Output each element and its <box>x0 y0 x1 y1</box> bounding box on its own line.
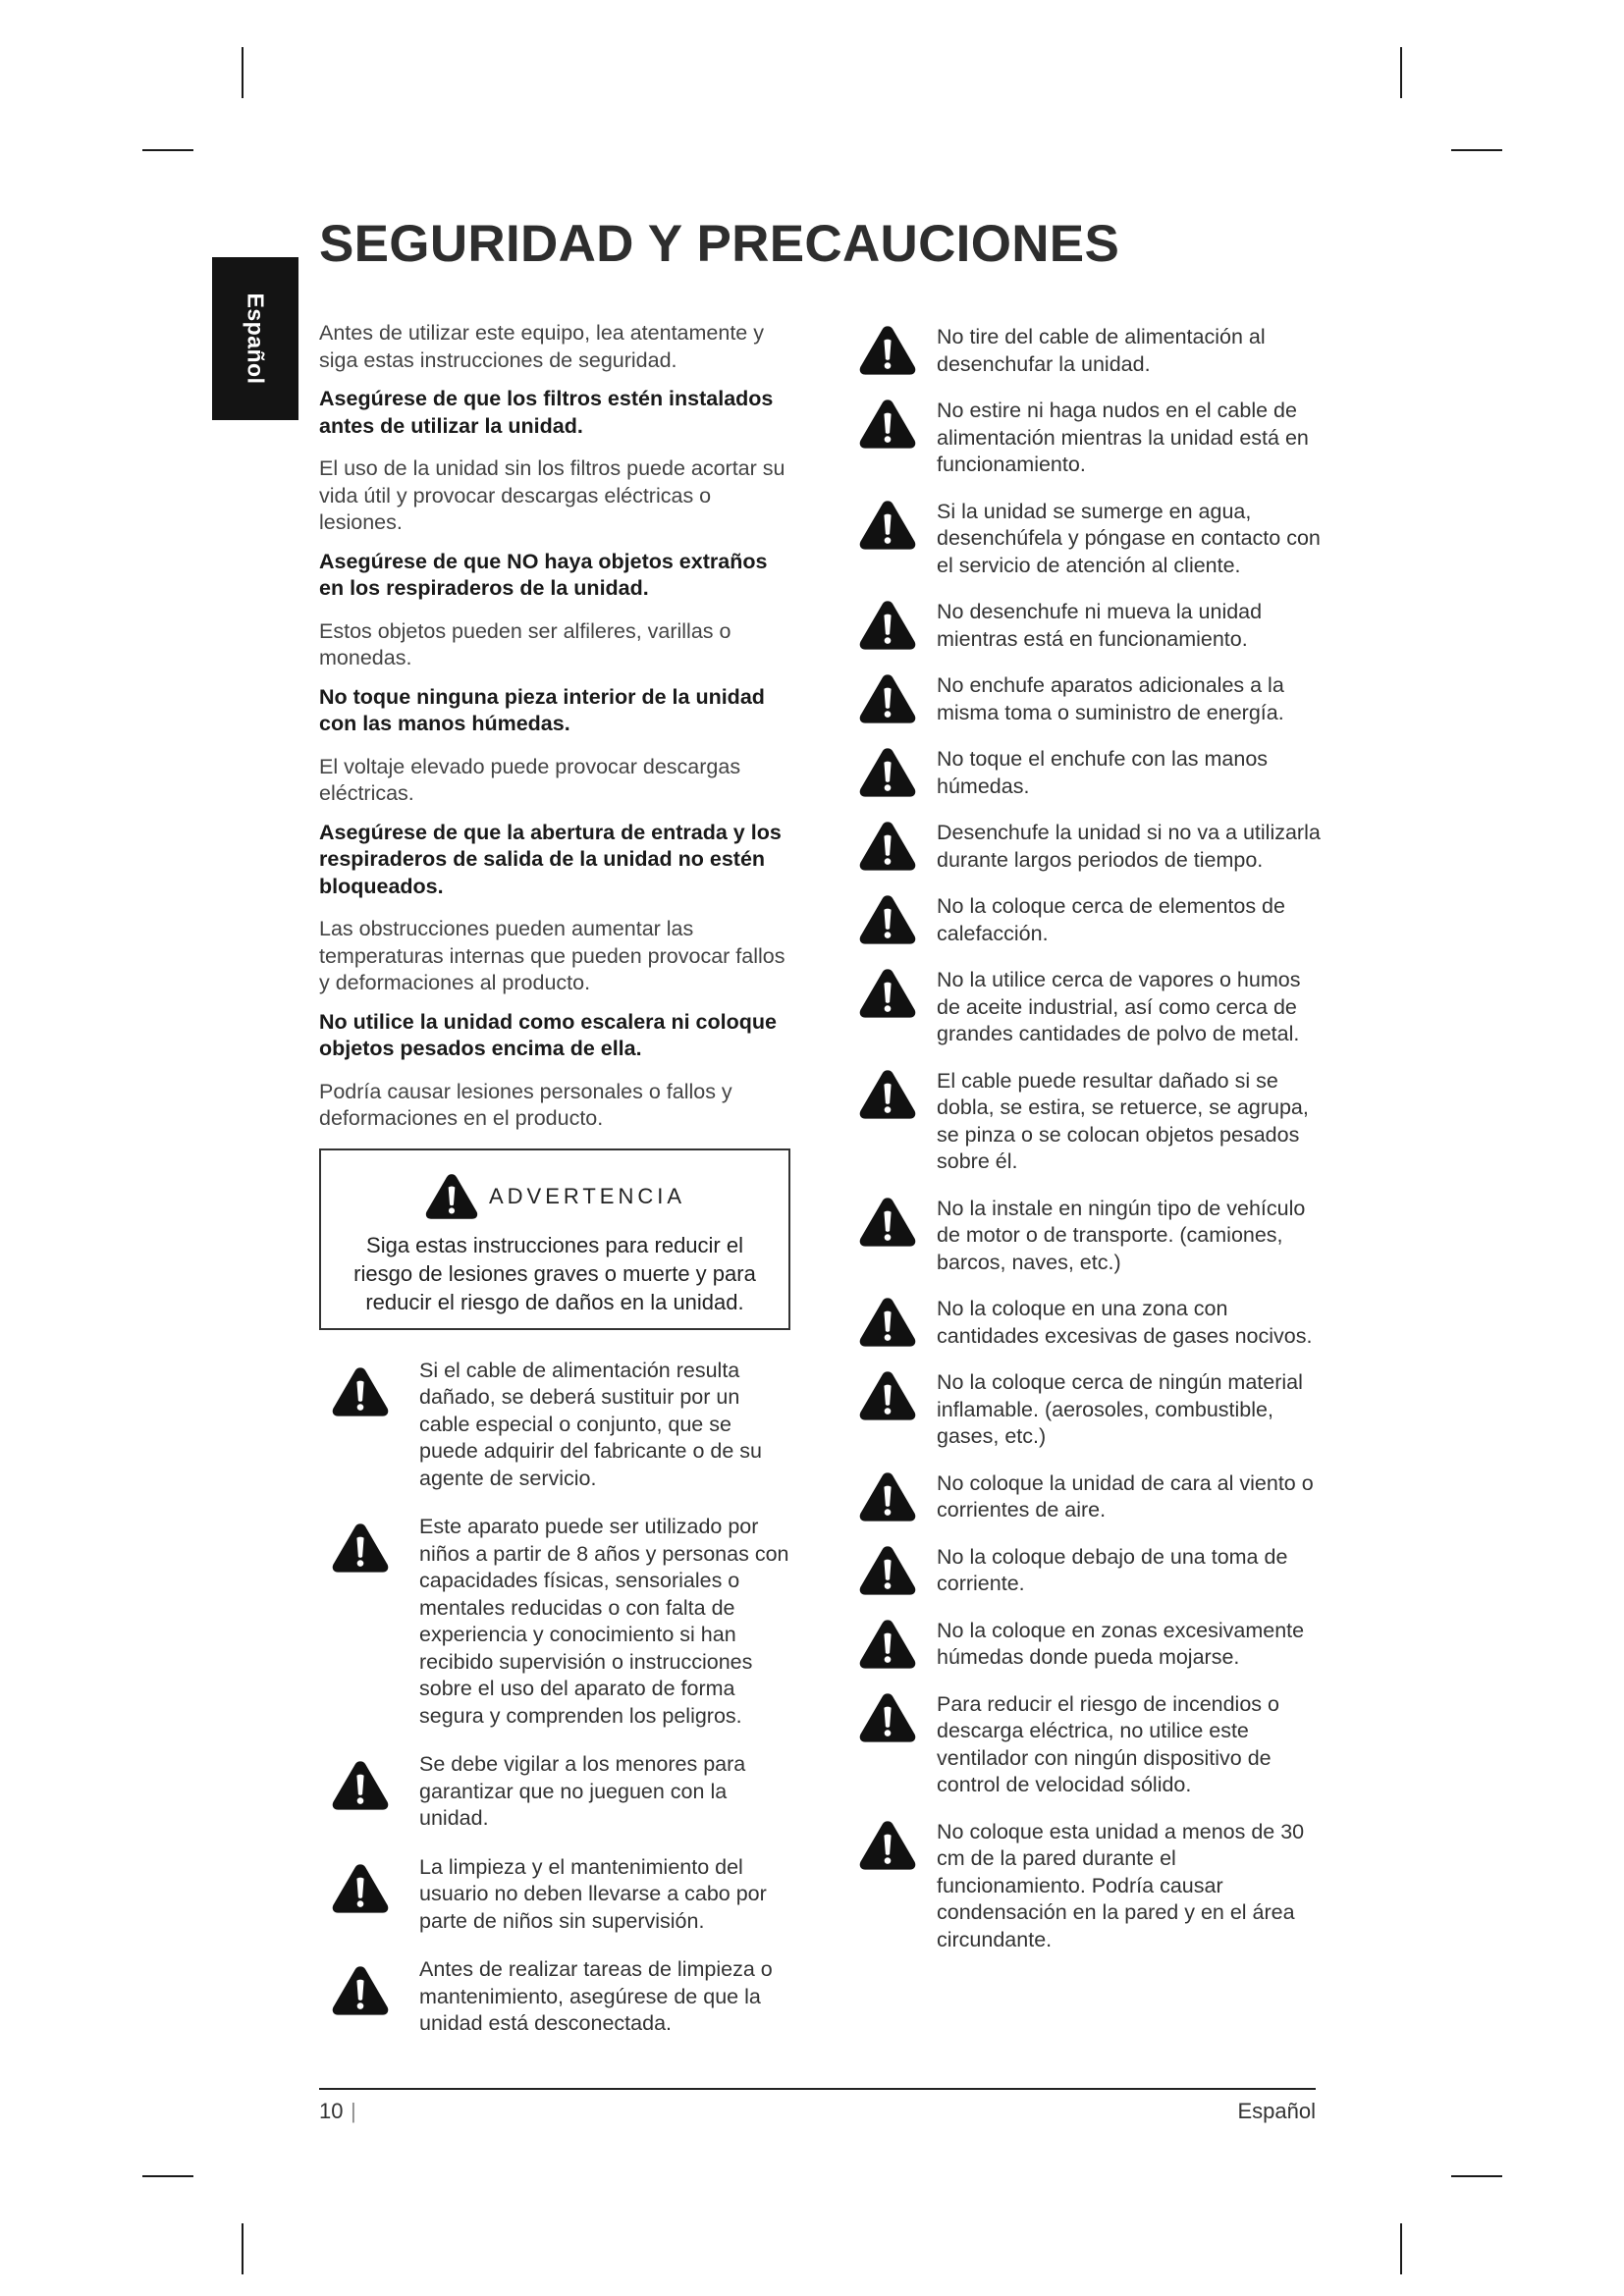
warning-item <box>854 599 1326 653</box>
warning-icon <box>331 1522 390 1575</box>
advertencia-box <box>319 1148 790 1330</box>
warning-icon <box>424 1172 479 1221</box>
warning-text: Si el cable de alimentación resulta dañado, se deberá sustituir por un cable especial o conjunto, que se puede adquirir del fabricante o de su agente de servicio. <box>419 1358 763 1490</box>
crop-mark <box>1400 47 1402 98</box>
advertencia-header <box>337 1172 773 1221</box>
right-warning-list <box>854 324 1326 1953</box>
warning-text: Antes de realizar tareas de limpieza o mantenimiento, asegúrese de que la unidad está desconectada. <box>419 1957 773 2035</box>
warning-text: No la instale en ningún tipo de vehículo de motor o de transporte. (camiones, barcos, naves, etc.) <box>937 1196 1306 1274</box>
warning-icon <box>858 599 917 652</box>
warning-text: Desenchufe la unidad si no va a utilizarla durante largos periodos de tiempo. <box>937 821 1321 872</box>
warning-item <box>319 1956 790 2038</box>
page-number: 10 <box>319 2099 344 2123</box>
warning-item <box>854 499 1326 580</box>
advertencia-title: ADVERTENCIA <box>488 1183 686 1208</box>
crop-mark <box>142 149 193 151</box>
footer-divider <box>319 2088 1316 2090</box>
warning-item <box>854 1196 1326 1277</box>
warning-text: No toque el enchufe con las manos húmedas. <box>937 747 1269 798</box>
safety-paragraph: Las obstrucciones pueden aumentar las temperaturas internas que pueden provocar fallos y deformaciones al producto. <box>319 917 785 994</box>
warning-text: Se debe vigilar a los menores para garantizar que no jueguen con la unidad. <box>419 1752 746 1830</box>
advertencia-text: Siga estas instrucciones para reducir el riesgo de lesiones graves o muerte y para reducir el riesgo de daños en la unidad. <box>353 1232 756 1314</box>
warning-icon <box>331 1964 390 2017</box>
warning-item <box>854 672 1326 726</box>
warning-icon <box>858 672 917 725</box>
warning-text: Para reducir el riesgo de incendios o descarga eléctrica, no utilice este ventilador con ningún dispositivo de control de velocidad sólido. <box>937 1691 1279 1796</box>
left-column <box>319 320 790 2059</box>
crop-mark <box>242 2223 244 2274</box>
warning-text: No la coloque en zonas excesivamente húmedas donde pueda mojarse. <box>937 1618 1305 1669</box>
left-warning-list <box>319 1358 790 2038</box>
warning-item <box>854 1618 1326 1672</box>
warning-text: No coloque esta unidad a menos de 30 cm de la pared durante el funcionamiento. Podría causar condensación en la pared y en el área circundante. <box>937 1819 1305 1951</box>
safety-paragraph: El voltaje elevado puede provocar descargas eléctricas. <box>319 754 741 805</box>
warning-icon <box>858 324 917 377</box>
warning-icon <box>331 1759 390 1812</box>
safety-paragraph: Antes de utilizar este equipo, lea atentamente y siga estas instrucciones de seguridad. <box>319 321 764 372</box>
warning-text: No desenchufe ni mueva la unidad mientras está en funcionamiento. <box>937 600 1263 651</box>
warning-item <box>854 893 1326 947</box>
warning-item <box>854 1369 1326 1451</box>
warning-text: No estire ni haga nudos en el cable de alimentación mientras la unidad está en funcionamiento. <box>937 399 1309 476</box>
warning-item <box>854 820 1326 874</box>
intro-paragraphs <box>319 320 790 1133</box>
warning-icon <box>858 1544 917 1597</box>
safety-heading: No utilice la unidad como escalera ni coloque objetos pesados encima de ella. <box>319 1009 777 1060</box>
warning-icon <box>858 893 917 946</box>
warning-item <box>319 1751 790 1833</box>
warning-icon <box>858 499 917 552</box>
safety-paragraph: Podría causar lesiones personales o fallos y deformaciones en el producto. <box>319 1079 732 1130</box>
warning-item <box>854 1296 1326 1350</box>
warning-text: No la coloque en una zona con cantidades excesivas de gases nocivos. <box>937 1297 1313 1348</box>
warning-icon <box>858 1196 917 1249</box>
safety-paragraph: El uso de la unidad sin los filtros puede acortar su vida útil y provocar descargas eléctricas o lesiones. <box>319 456 785 534</box>
warning-item <box>854 746 1326 800</box>
warning-icon <box>858 820 917 873</box>
warning-item <box>854 398 1326 479</box>
warning-icon <box>858 1819 917 1872</box>
crop-mark <box>142 2175 193 2177</box>
warning-item <box>319 1854 790 1936</box>
warning-item <box>319 1358 790 1493</box>
warning-item <box>854 324 1326 378</box>
warning-icon <box>858 1691 917 1744</box>
language-tab <box>212 257 298 420</box>
warning-icon <box>858 1618 917 1671</box>
warning-icon <box>858 1296 917 1349</box>
crop-mark <box>1451 149 1502 151</box>
warning-icon <box>858 1068 917 1121</box>
warning-icon <box>858 967 917 1020</box>
warning-icon <box>331 1862 390 1915</box>
warning-item <box>854 1691 1326 1799</box>
warning-text: No la coloque cerca de ningún material inflamable. (aerosoles, combustible, gases, etc.) <box>937 1370 1303 1448</box>
warning-icon <box>858 746 917 799</box>
safety-paragraph: Estos objetos pueden ser alfileres, varillas o monedas. <box>319 618 731 669</box>
safety-heading: Asegúrese de que la abertura de entrada y los respiraderos de salida de la unidad no estén bloqueados. <box>319 820 782 898</box>
right-column <box>854 324 1326 1973</box>
warning-icon <box>858 1369 917 1422</box>
warning-text: Si la unidad se sumerge en agua, desenchúfela y póngase en contacto con el servicio de atención al cliente. <box>937 499 1321 577</box>
warning-text: Este aparato puede ser utilizado por niños a partir de 8 años y personas con capacidades físicas, sensoriales o mentales reducidas o con falta de experiencia y conocimiento si han recibido supervisión o instrucciones sobre el uso del aparato de forma segura y comprenden los peligros. <box>419 1515 789 1728</box>
warning-item <box>319 1514 790 1730</box>
safety-heading: Asegúrese de que los filtros estén instalados antes de utilizar la unidad. <box>319 387 774 438</box>
safety-heading: No toque ninguna pieza interior de la unidad con las manos húmedas. <box>319 684 765 735</box>
warning-icon <box>331 1365 390 1418</box>
page-title: SEGURIDAD Y PRECAUCIONES <box>319 215 1120 273</box>
warning-item <box>854 1544 1326 1598</box>
warning-text: No enchufe aparatos adicionales a la misma toma o suministro de energía. <box>937 673 1284 724</box>
warning-text: El cable puede resultar dañado si se dobla, se estira, se retuerce, se agrupa, se pinza o se colocan objetos pesados sobre él. <box>937 1068 1309 1173</box>
warning-text: No coloque la unidad de cara al viento o corrientes de aire. <box>937 1470 1314 1522</box>
language-tab-label: Español <box>243 293 269 385</box>
warning-text: No la coloque debajo de una toma de corriente. <box>937 1544 1288 1595</box>
warning-item <box>854 1819 1326 1954</box>
warning-icon <box>858 398 917 451</box>
warning-text: No tire del cable de alimentación al desenchufar la unidad. <box>937 325 1266 376</box>
warning-icon <box>858 1470 917 1523</box>
crop-mark <box>242 47 244 98</box>
crop-mark <box>1400 2223 1402 2274</box>
warning-text: No la utilice cerca de vapores o humos de aceite industrial, así como cerca de grandes cantidades de polvo de metal. <box>937 968 1301 1045</box>
crop-mark <box>1451 2175 1502 2177</box>
warning-item <box>854 1470 1326 1524</box>
footer-language: Español <box>1237 2099 1316 2123</box>
warning-text: No la coloque cerca de elementos de calefacción. <box>937 894 1285 945</box>
safety-heading: Asegúrese de que NO haya objetos extraños en los respiraderos de la unidad. <box>319 549 768 600</box>
warning-item <box>854 1068 1326 1176</box>
warning-text: La limpieza y el mantenimiento del usuario no deben llevarse a cabo por parte de niños sin supervisión. <box>419 1854 767 1933</box>
page-number-separator: | <box>351 2099 356 2123</box>
warning-item <box>854 967 1326 1048</box>
